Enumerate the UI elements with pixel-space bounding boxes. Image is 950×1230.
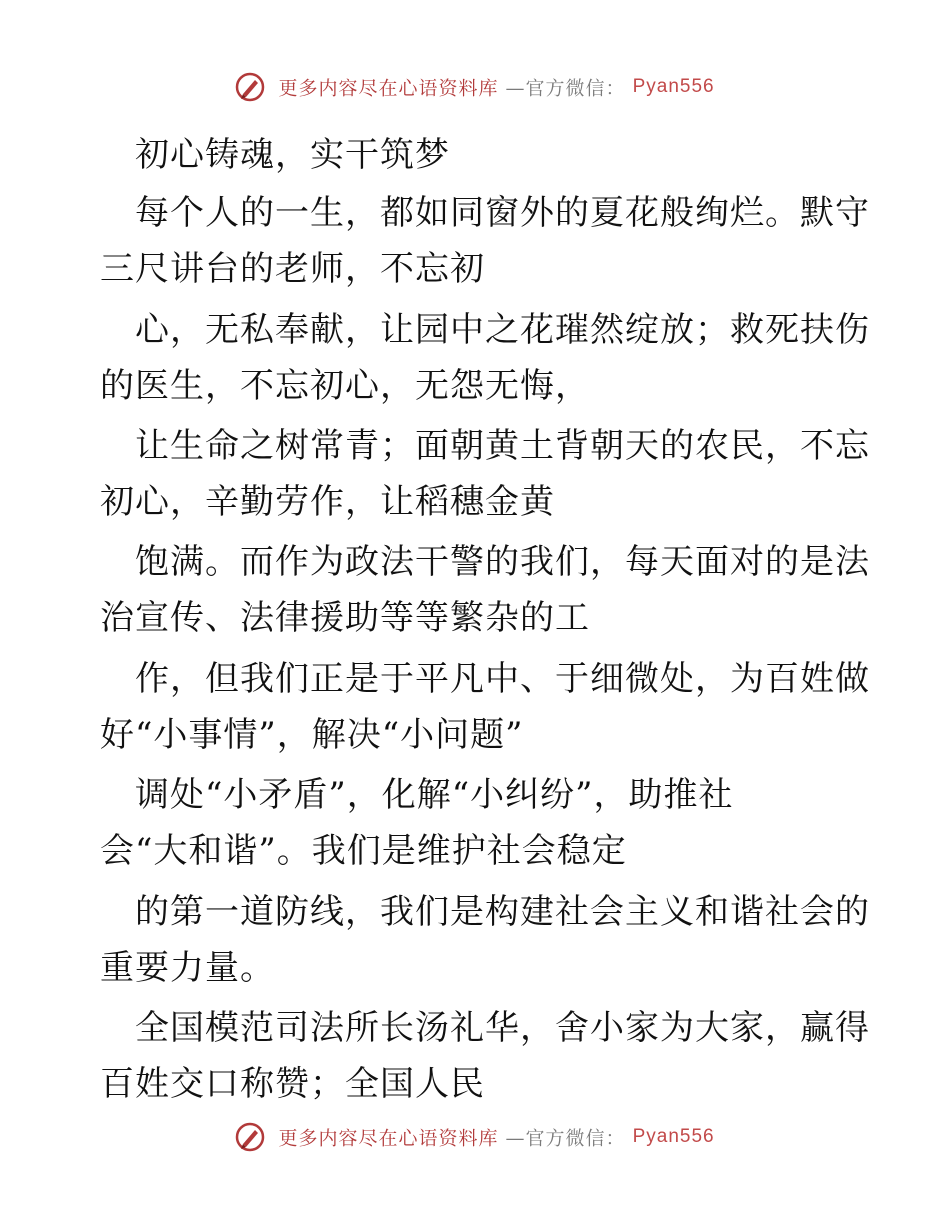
watermark-wechat-id: Pyan556 (632, 76, 715, 97)
text-line: 治宣传、法律援助等等繁杂的工 (100, 598, 590, 638)
title-line: 初心铸魂，实干筑梦 (135, 135, 450, 175)
text-line: 三尺讲台的老师，不忘初 (100, 249, 485, 289)
watermark-main-text: 更多内容尽在心语资料库 (278, 77, 499, 100)
watermark-header (0, 72, 950, 102)
text-line: 每个人的一生，都如同窗外的夏花般绚烂。默守 (135, 193, 870, 233)
text-line: 初心，辛勤劳作，让稻穗金黄 (100, 482, 555, 522)
text-line: 的第一道防线，我们是构建社会主义和谐社会的 (135, 892, 870, 932)
text-line: 心，无私奉献，让园中之花璀然绽放；救死扶伤 (135, 310, 870, 350)
text-line: 全国模范司法所长汤礼华，舍小家为大家，赢得 (135, 1008, 870, 1048)
text-line: 让生命之树常青；面朝黄土背朝天的农民，不忘 (135, 426, 870, 466)
pen-logo-icon (235, 1122, 265, 1152)
watermark-wechat-id: Pyan556 (632, 1126, 715, 1147)
pen-logo-icon (235, 72, 265, 102)
text-line: 好“小事情”，解决“小问题” (100, 715, 524, 755)
text-line: 饱满。而作为政法干警的我们，每天面对的是法 (135, 542, 870, 582)
text-line: 会“大和谐”。我们是维护社会稳定 (100, 831, 627, 871)
text-line: 的医生，不忘初心，无怨无悔， (100, 366, 590, 406)
watermark-label-text: —官方微信： (505, 77, 626, 100)
watermark-label-text: —官方微信： (505, 1127, 626, 1150)
text-line: 作，但我们正是于平凡中、于细微处，为百姓做 (135, 659, 870, 699)
text-line: 百姓交口称赞；全国人民 (100, 1064, 485, 1104)
text-line: 重要力量。 (100, 948, 275, 988)
watermark-footer (0, 1122, 950, 1152)
text-line: 调处“小矛盾”，化解“小纠纷”，助推社 (135, 775, 734, 815)
watermark-main-text: 更多内容尽在心语资料库 (278, 1127, 499, 1150)
